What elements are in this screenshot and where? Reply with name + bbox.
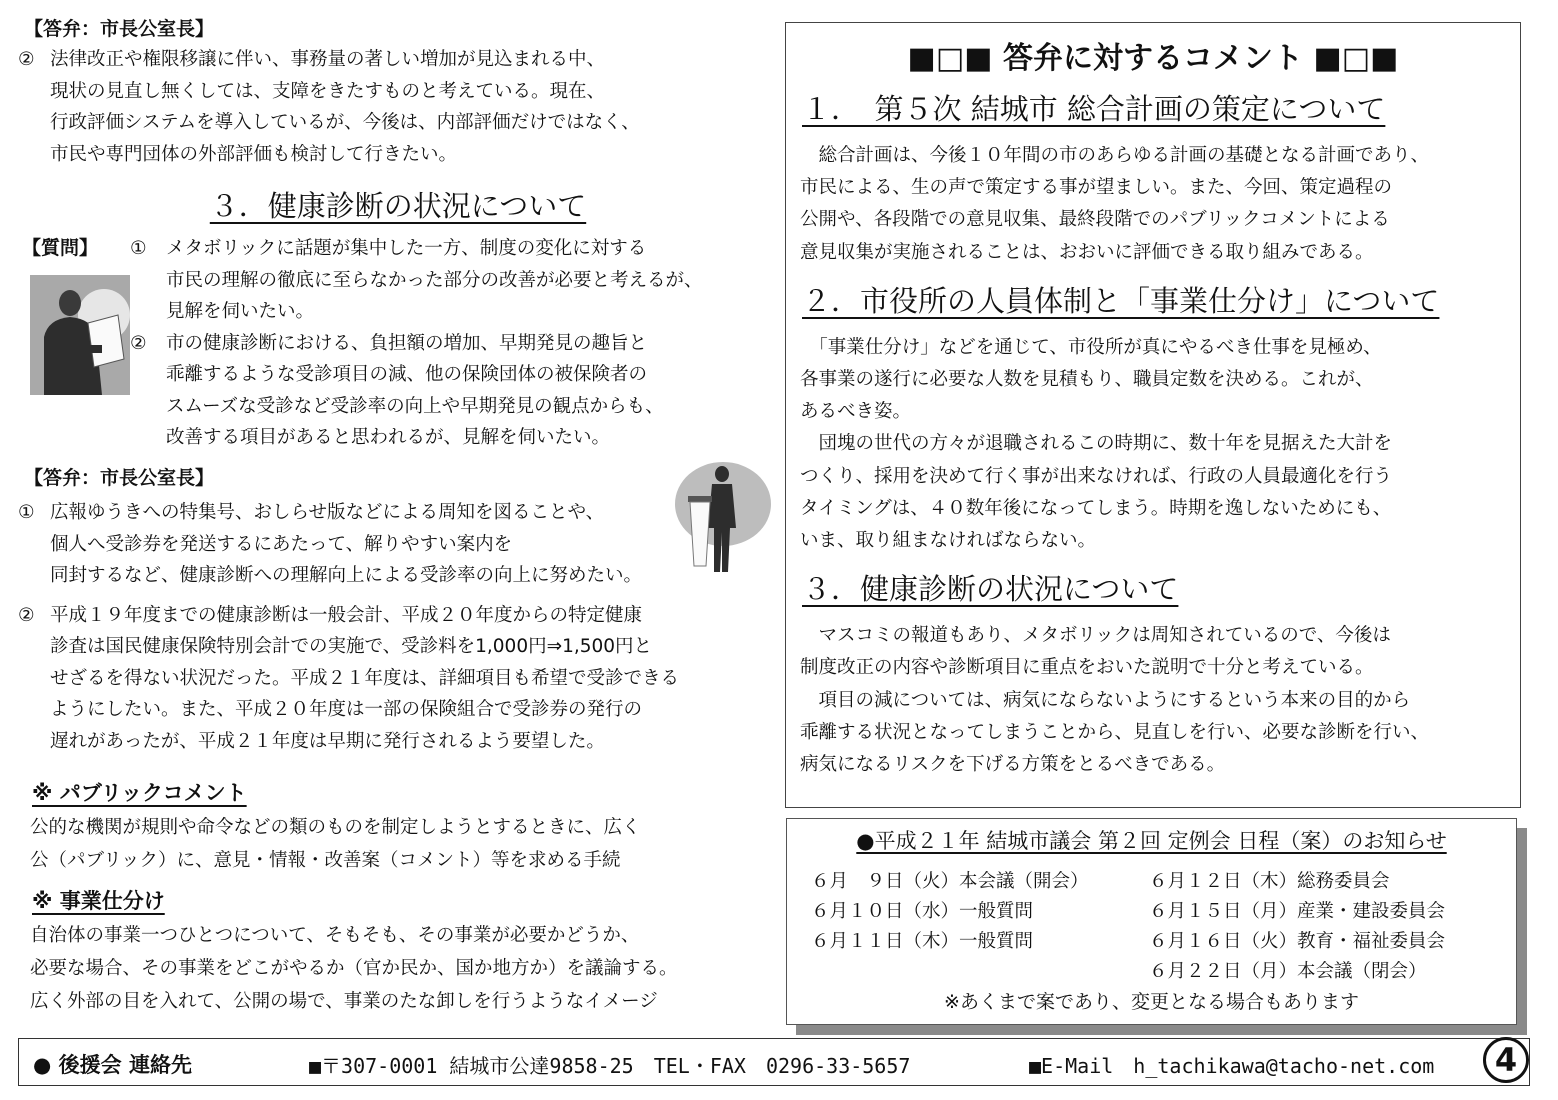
schedule-entry: ６月１５日（月）産業・建設委員会: [1149, 901, 1446, 922]
answer-item: [18, 44, 778, 170]
item-text: 平成１９年度までの健康診断は一般会計、平成２０年度からの特定健康 診査は国民健康保険特別会計での実施で、受診料を1,000円⇒1,500円と せざるを得ない状況だった。平成２１年度は、詳細項目も希望で受診できる ようにしたい。また、平成２０年度は一部の保険組合で受診券の発行の 遅れがあったが、平成２１年度は早期に発行されるよう要望した。: [50, 604, 680, 752]
podium-speaker-illustration: [674, 458, 772, 576]
schedule-entry: ６月１６日（火）教育・福祉委員会: [1149, 931, 1446, 952]
speaker-figure-illustration: [30, 275, 130, 395]
answer-item: [18, 497, 778, 592]
answer-block-1: [18, 14, 778, 170]
comment-section-body: 総合計画は、今後１０年間の市のあらゆる計画の基礎となる計画であり、 市民による、生の声で策定する事が望ましい。また、今回、策定過程の 公開や、各段階での意見収集、最終段階でのパブリックコメントによる 意見収集が実施されることは、おおいに評価できる取り組みである。: [800, 145, 1430, 263]
item-number: ②: [130, 332, 147, 354]
schedule-entry: ６月２２日（月）本会議（閉会）: [1149, 961, 1427, 982]
question-block: [18, 233, 778, 448]
page-number: 4: [1483, 1037, 1529, 1083]
note-body-jigyo-shiwake: 自治体の事業一つひとつについて、そもそも、その事業が必要かどうか、 必要な場合、その事業をどこがやるか（官か民か、国か地方か）を議論する。 広く外部の目を入れて、公開の場で、事業のたな卸しを行うようなイメージ: [30, 925, 678, 1012]
comment-box: [785, 22, 1521, 808]
note-body-public-comment: 公的な機関が規則や命令などの類のものを制定しようとするときに、広く 公（パブリック）に、意見・情報・改善案（コメント）等を求める手続: [30, 817, 641, 871]
schedule-column-right: [1149, 867, 1445, 987]
item-text: 法律改正や権限移譲に伴い、事務量の著しい増加が見込まれる中、 現状の見直し無くしては、支障をきたすものと考えている。現在、 行政評価システムを導入しているが、今後は、内部評価だけではなく、 市民や専門団体の外部評価も検討して行きたい。: [50, 49, 640, 165]
footer-label: ● 後援会 連絡先: [33, 1053, 192, 1077]
contact-footer: [18, 1038, 1530, 1086]
item-text: 広報ゆうきへの特集号、おしらせ版などによる周知を図ることや、 個人へ受診券を発送するにあたって、解りやすい案内を 同封するなど、健康診断への理解向上による受診率の向上に努めたい。: [50, 502, 643, 586]
item-number: ①: [130, 238, 147, 259]
item-text: メタボリックに話題が集中した一方、制度の変化に対する 市民の理解の徹底に至らなかった部分の改善が必要と考えるが、 見解を伺いたい。: [166, 238, 703, 322]
schedule-title: ●平成２１年 結城市議会 第２回 定例会 日程（案）のお知らせ: [856, 829, 1447, 853]
comment-box-title: ■□■ 答弁に対するコメント ■□■: [907, 41, 1399, 76]
left-column: [18, 14, 778, 1018]
schedule-column-left: [811, 867, 1089, 957]
comment-section-title: ３．健康診断の状況について: [802, 572, 1179, 607]
comment-section-body: 「事業仕分け」などを通じて、市役所が真にやるべき仕事を見極め、 各事業の遂行に必要な人数を見積もり、職員定数を決める。これが、 あるべき姿。 団塊の世代の方々が退職されるこの時期に、数十年を見据えた大計を つくり、採用を決めて行く事が出来なければ、行政の人員最適化を行う タイミングは、４０数年後になってしまう。時期を逸しないためにも、 いま、取り組まなければならない。: [800, 336, 1393, 552]
footer-address: ■〒307-0001 結城市公達9858-25 TEL・FAX 0296-33-5657: [309, 1054, 911, 1078]
schedule-entry: ６月１２日（木）総務委員会: [1149, 871, 1390, 892]
comment-section-title: ２．市役所の人員体制と「事業仕分け」について: [802, 283, 1440, 318]
answer-heading: 【答弁：市長公室長】: [24, 467, 215, 489]
schedule-box: [786, 818, 1517, 1025]
question-items: [130, 233, 780, 454]
schedule-entry: ６月 ９日（火）本会議（開会）: [811, 871, 1089, 892]
section-title-health-check: ３．健康診断の状況について: [209, 189, 587, 223]
question-item: [130, 233, 780, 328]
schedule-note: ※あくまで案であり、変更となる場合もあります: [944, 991, 1359, 1013]
footer-email: ■E-Mail h_tachikawa@tacho-net.com: [1029, 1054, 1435, 1078]
answer-heading: 【答弁：市長公室長】: [24, 18, 215, 40]
item-number: ①: [18, 502, 35, 523]
comment-section-body: マスコミの報道もあり、メタボリックは周知されているので、今後は 制度改正の内容や診断項目に重点をおいた説明で十分と考えている。 項目の減については、病気にならないようにするという本来の目的から 乖離する状況となってしまうことから、見直しを行い、必要な診断を行い、 病気になるリスクを下げる方策をとるべきである。: [800, 625, 1430, 776]
question-item: [130, 328, 780, 454]
schedule-entry: ６月１０日（水）一般質問: [811, 901, 1034, 922]
item-number: ②: [18, 49, 35, 70]
item-number: ②: [18, 604, 35, 626]
question-heading: 【質問】: [22, 237, 99, 259]
note-title-public-comment: ※ パブリックコメント: [32, 781, 247, 805]
schedule-entry: ６月１１日（木）一般質問: [811, 931, 1034, 952]
comment-section-title: １． 第５次 結城市 総合計画の策定について: [802, 92, 1386, 126]
answer-block-2: [18, 463, 778, 757]
item-text: 市の健康診断における、負担額の増加、早期発見の趣旨と 乖離するような受診項目の減、他の保険団体の被保険者の スムーズな受診など受診率の向上や早期発見の観点からも、 改善する項目があると思われるが、見解を伺いたい。: [166, 332, 664, 448]
answer-item: [18, 600, 778, 758]
note-title-jigyo-shiwake: ※ 事業仕分け: [32, 889, 165, 913]
